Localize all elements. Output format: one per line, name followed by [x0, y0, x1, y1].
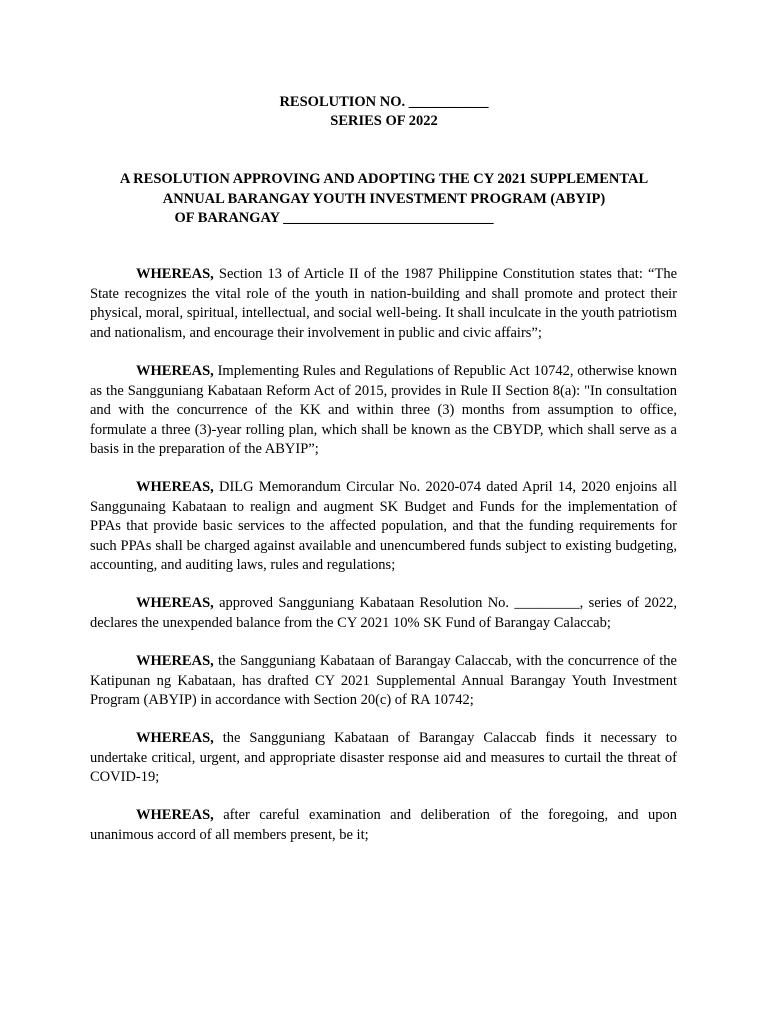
- whereas-text: Section 13 of Article II of the 1987 Philippine Constitution states that: “The State recognizes the vital role of the youth in nation-building and shall promote and protect their physical, moral, spiritual, intellectual, and social well-being. It shall inculcate in the youth patriotism and nationalism, and encourage their involvement in public and civic affairs”;: [90, 266, 677, 341]
- whereas-text: the Sangguniang Kabataan of Barangay Calaccab, with the concurrence of the Katipunan ng Kabataan, has drafted CY 2021 Supplemental Annual Barangay Youth Investment Program (ABYIP) in accordance with Section 20(c) of RA 10742;: [90, 653, 677, 708]
- whereas-clause: [90, 806, 677, 845]
- title-line: A RESOLUTION APPROVING AND ADOPTING THE CY 2021 SUPPLEMENTAL: [119, 171, 649, 187]
- whereas-label: WHEREAS,: [136, 479, 214, 495]
- whereas-text: after careful examination and deliberation of the foregoing, and upon unanimous accord of all members present, be it;: [90, 807, 677, 843]
- whereas-clause: [90, 362, 677, 460]
- whereas-label: WHEREAS,: [136, 653, 214, 669]
- title-line: ANNUAL BARANGAY YOUTH INVESTMENT PROGRAM (ABYIP): [162, 190, 606, 207]
- whereas-clause: [90, 478, 677, 576]
- whereas-label: WHEREAS,: [136, 807, 214, 823]
- whereas-text: DILG Memorandum Circular No. 2020-074 dated April 14, 2020 enjoins all Sanggunaing Kabataan to realign and augment SK Budget and Funds for the implementation of PPAs that provide basic services to the affected population, and that the funding requirements for such PPAs shall be charged against available and unencumbered funds subject to existing budgeting, accounting, and auditing laws, rules and regulations;: [90, 479, 677, 573]
- whereas-label: WHEREAS,: [136, 595, 214, 611]
- whereas-clause: [90, 265, 677, 343]
- resolution-number: RESOLUTION NO. ___________: [279, 94, 489, 110]
- whereas-label: WHEREAS,: [136, 363, 214, 379]
- resolution-series: SERIES OF 2022: [330, 113, 438, 129]
- whereas-clause: [90, 594, 677, 633]
- whereas-label: WHEREAS,: [136, 730, 214, 746]
- whereas-text: the Sangguniang Kabataan of Barangay Calaccab finds it necessary to undertake critical, urgent, and appropriate disaster response aid and measures to curtail the threat of COVID-19;: [90, 730, 677, 785]
- whereas-label: WHEREAS,: [136, 266, 214, 282]
- whereas-text: Implementing Rules and Regulations of Republic Act 10742, otherwise known as the Sangguniang Kabataan Reform Act of 2015, provides in Rule II Section 8(a): "In consultation and with the concurrence of the KK and within three (3) months from assumption to office, formulate a three (3)-year rolling plan, which shall be known as the CBYDP, which shall serve as a basis in the preparation of the ABYIP”;: [90, 363, 677, 457]
- whereas-clause: [90, 729, 677, 788]
- resolution-title: [80, 170, 688, 229]
- whereas-clause: [90, 652, 677, 711]
- whereas-text: approved Sangguniang Kabataan Resolution No. _________, series of 2022, declares the unexpended balance from the CY 2021 10% SK Fund of Barangay Calaccab;: [90, 595, 677, 631]
- title-line: OF BARANGAY _____________________________: [174, 210, 494, 226]
